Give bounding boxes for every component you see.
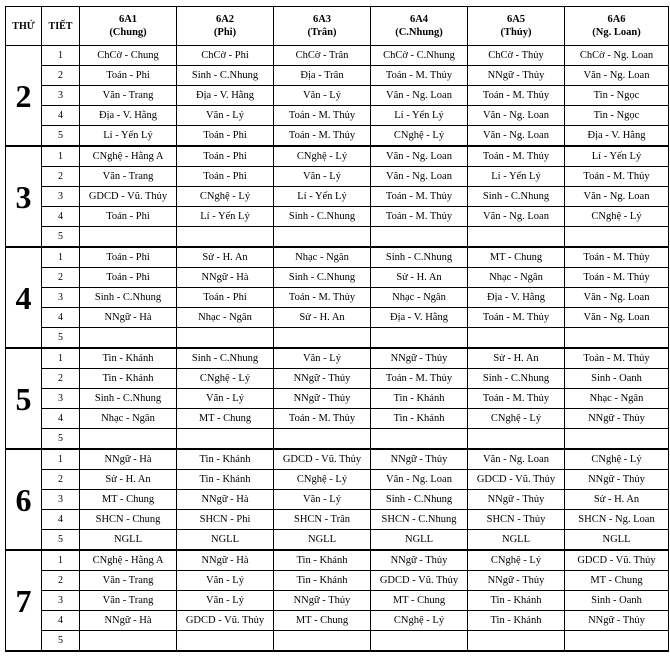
lesson-cell: Toán - M. Thủy [565,268,669,288]
lesson-cell: NGLL [468,530,565,551]
lesson-cell: Địa - V. Hằng [371,308,468,328]
lesson-cell: Văn - Lý [274,348,371,369]
lesson-cell: SHCN - C.Nhung [371,510,468,530]
table-row [6,470,669,490]
lesson-cell: Sinh - C.Nhung [371,247,468,268]
period-cell: 3 [42,288,80,308]
lesson-cell: Tin - Ngọc [565,106,669,126]
lesson-cell: Toán - M. Thủy [371,369,468,389]
table-row [6,631,669,652]
period-cell: 1 [42,46,80,66]
lesson-cell: Sử - H. An [80,470,177,490]
lesson-cell: Toán - M. Thủy [468,86,565,106]
lesson-cell: Văn - Lý [274,490,371,510]
table-row [6,550,669,571]
lesson-cell: NGLL [371,530,468,551]
lesson-cell: GDCD - Vũ. Thủy [468,470,565,490]
lesson-cell: Văn - Ng. Loan [468,449,565,470]
table-row [6,389,669,409]
class-name: 6A2 [215,14,235,25]
lesson-cell: CNghệ - Lý [468,550,565,571]
lesson-cell: NNgữ - Thủy [371,550,468,571]
lesson-cell: GDCD - Vũ. Thủy [565,550,669,571]
lesson-cell: NNgữ - Thủy [371,449,468,470]
period-cell: 1 [42,146,80,167]
lesson-cell [274,227,371,248]
lesson-cell: Văn - Ng. Loan [371,470,468,490]
class-header [177,7,274,46]
lesson-cell: Toán - M. Thủy [468,389,565,409]
lesson-cell: Sinh - Oanh [565,591,669,611]
lesson-cell: Văn - Lý [177,591,274,611]
lesson-cell: NNgữ - Hà [177,550,274,571]
lesson-cell: Sinh - C.Nhung [468,187,565,207]
day-cell: 4 [6,247,42,348]
lesson-cell: Toán - M. Thủy [274,288,371,308]
period-column-header: TIẾT [42,7,80,46]
lesson-cell: Văn - Ng. Loan [565,308,669,328]
period-cell: 2 [42,268,80,288]
day-cell: 3 [6,146,42,247]
lesson-cell: Tin - Khánh [274,571,371,591]
lesson-cell: MT - Chung [274,611,371,631]
lesson-cell: Sinh - C.Nhung [274,268,371,288]
table-row [6,86,669,106]
lesson-cell: NGLL [177,530,274,551]
lesson-cell: Tin - Khánh [177,470,274,490]
table-row [6,328,669,349]
lesson-cell: CNghệ - Lý [177,369,274,389]
timetable [5,6,669,652]
table-row [6,510,669,530]
class-teacher: (C.Nhung) [395,27,443,38]
lesson-cell: CNghệ - Lý [274,146,371,167]
period-cell: 4 [42,308,80,328]
lesson-cell: SHCN - Phi [177,510,274,530]
table-row [6,247,669,268]
lesson-cell: NGLL [565,530,669,551]
lesson-cell: Toán - M. Thủy [371,66,468,86]
lesson-cell: Sử - H. An [177,247,274,268]
lesson-cell: Địa - Trân [274,66,371,86]
lesson-cell: Toán - M. Thủy [565,167,669,187]
lesson-cell: NNgữ - Hà [80,308,177,328]
class-teacher: (Phi) [213,27,237,38]
table-row [6,449,669,470]
lesson-cell: Lí - Yến Lý [274,187,371,207]
lesson-cell: MT - Chung [468,247,565,268]
lesson-cell: Toán - Phi [80,207,177,227]
lesson-cell [468,429,565,450]
table-row [6,66,669,86]
lesson-cell: Toán - Phi [80,66,177,86]
class-teacher: (Chung) [109,27,147,38]
lesson-cell: Tin - Khánh [371,409,468,429]
table-row [6,308,669,328]
lesson-cell: Lí - Yến Lý [565,146,669,167]
lesson-cell: Sử - H. An [468,348,565,369]
lesson-cell [80,227,177,248]
class-name: 6A3 [312,14,332,25]
table-row [6,187,669,207]
day-column-header: THỨ [6,7,42,46]
lesson-cell: CNghệ - Lý [371,126,468,147]
lesson-cell: CNghệ - Lý [371,611,468,631]
lesson-cell: Nhạc - Ngân [565,389,669,409]
period-cell: 5 [42,429,80,450]
class-name: 6A6 [607,14,626,25]
lesson-cell: Toán - Phi [80,268,177,288]
lesson-cell: Sinh - C.Nhung [177,348,274,369]
lesson-cell: Văn - Ng. Loan [371,146,468,167]
period-cell: 4 [42,207,80,227]
lesson-cell: Lí - Yến Lý [177,207,274,227]
lesson-cell: Toán - Phi [177,167,274,187]
lesson-cell: Nhạc - Ngân [274,247,371,268]
table-row [6,207,669,227]
lesson-cell: GDCD - Vũ. Thủy [274,449,371,470]
table-row [6,429,669,450]
table-row [6,369,669,389]
lesson-cell [177,631,274,652]
lesson-cell: GDCD - Vũ. Thủy [371,571,468,591]
lesson-cell [80,429,177,450]
period-cell: 2 [42,470,80,490]
lesson-cell: Địa - V. Hằng [565,126,669,147]
lesson-cell: NNgữ - Thủy [274,389,371,409]
lesson-cell: Văn - Ng. Loan [565,66,669,86]
lesson-cell: Toán - M. Thủy [371,207,468,227]
lesson-cell: Tin - Khánh [468,591,565,611]
class-name: 6A5 [506,14,526,25]
lesson-cell: MT - Chung [177,409,274,429]
lesson-cell: Sử - H. An [274,308,371,328]
lesson-cell: Văn - Lý [177,389,274,409]
lesson-cell: GDCD - Vũ. Thủy [80,187,177,207]
lesson-cell: Tin - Khánh [468,611,565,631]
period-cell: 5 [42,227,80,248]
lesson-cell: Địa - V. Hằng [177,86,274,106]
period-cell: 5 [42,631,80,652]
lesson-cell [565,631,669,652]
period-cell: 4 [42,106,80,126]
lesson-cell: Văn - Trang [80,571,177,591]
lesson-cell: Tin - Ngọc [565,86,669,106]
lesson-cell [274,328,371,349]
lesson-cell: Tin - Khánh [80,348,177,369]
lesson-cell: NNgữ - Thủy [468,490,565,510]
period-cell: 1 [42,550,80,571]
day-cell: 7 [6,550,42,651]
lesson-cell: Toán - M. Thủy [468,146,565,167]
lesson-cell: Toán - M. Thủy [274,409,371,429]
lesson-cell: Văn - Trang [80,591,177,611]
table-row [6,409,669,429]
lesson-cell: Nhạc - Ngân [468,268,565,288]
table-row [6,288,669,308]
lesson-cell: SHCN - Thủy [468,510,565,530]
lesson-cell: CNghệ - Lý [565,207,669,227]
lesson-cell: Văn - Lý [177,571,274,591]
class-header [80,7,177,46]
header-row [6,7,669,46]
lesson-cell [565,429,669,450]
class-teacher: (Trân) [307,27,337,38]
table-row [6,530,669,551]
lesson-cell: CNghệ - Lý [274,470,371,490]
period-cell: 3 [42,187,80,207]
class-header [468,7,565,46]
lesson-cell [80,328,177,349]
lesson-cell: Tin - Khánh [177,449,274,470]
table-row [6,268,669,288]
lesson-cell: MT - Chung [80,490,177,510]
period-cell: 2 [42,571,80,591]
period-cell: 2 [42,167,80,187]
lesson-cell: Sinh - C.Nhung [274,207,371,227]
lesson-cell: Văn - Ng. Loan [468,126,565,147]
period-cell: 2 [42,66,80,86]
lesson-cell: Sinh - Oanh [565,369,669,389]
period-cell: 3 [42,490,80,510]
lesson-cell: GDCD - Vũ. Thủy [177,611,274,631]
table-row [6,146,669,167]
lesson-cell: ChCờ - Ng. Loan [565,46,669,66]
lesson-cell: Toán - M. Thủy [565,247,669,268]
table-row [6,611,669,631]
lesson-cell: Lí - Yến Lý [80,126,177,147]
lesson-cell: NNgữ - Thủy [468,66,565,86]
lesson-cell: NNgữ - Thủy [468,571,565,591]
class-teacher: (Thủy) [500,27,532,38]
lesson-cell: Sử - H. An [371,268,468,288]
table-row [6,106,669,126]
lesson-cell: NNgữ - Hà [177,268,274,288]
lesson-cell: NNgữ - Thủy [565,470,669,490]
table-row [6,591,669,611]
lesson-cell: Toán - Phi [177,126,274,147]
lesson-cell [565,328,669,349]
lesson-cell: ChCờ - Phi [177,46,274,66]
lesson-cell: Toán - M. Thủy [274,126,371,147]
lesson-cell [468,328,565,349]
lesson-cell [371,227,468,248]
lesson-cell: Sinh - C.Nhung [80,389,177,409]
lesson-cell: CNghệ - Hằng A [80,550,177,571]
lesson-cell [274,631,371,652]
class-name: 6A1 [118,14,138,25]
lesson-cell: NGLL [274,530,371,551]
table-row [6,46,669,66]
lesson-cell: ChCờ - C.Nhung [371,46,468,66]
table-row [6,348,669,369]
lesson-cell [371,631,468,652]
lesson-cell: Văn - Ng. Loan [565,187,669,207]
lesson-cell: Văn - Ng. Loan [371,167,468,187]
lesson-cell: Văn - Lý [177,106,274,126]
lesson-cell: Văn - Ng. Loan [468,106,565,126]
lesson-cell: CNghệ - Lý [565,449,669,470]
class-header [371,7,468,46]
lesson-cell: Nhạc - Ngân [371,288,468,308]
lesson-cell [177,429,274,450]
lesson-cell: Lí - Yến Lý [468,167,565,187]
lesson-cell: Văn - Lý [274,86,371,106]
table-row [6,126,669,147]
day-cell: 5 [6,348,42,449]
period-cell: 2 [42,369,80,389]
table-row [6,571,669,591]
class-header [274,7,371,46]
lesson-cell: MT - Chung [371,591,468,611]
lesson-cell: NNgữ - Thủy [274,591,371,611]
lesson-cell: NNgữ - Thủy [274,369,371,389]
period-cell: 5 [42,126,80,147]
day-cell: 6 [6,449,42,550]
lesson-cell [468,631,565,652]
period-cell: 5 [42,328,80,349]
lesson-cell: Văn - Ng. Loan [468,207,565,227]
lesson-cell: SHCN - Trân [274,510,371,530]
lesson-cell: Toán - M. Thủy [371,187,468,207]
lesson-cell: Tin - Khánh [274,550,371,571]
lesson-cell: ChCờ - Thủy [468,46,565,66]
lesson-cell: Sinh - C.Nhung [80,288,177,308]
lesson-cell: Tin - Khánh [80,369,177,389]
lesson-cell: Toán - M. Thủy [565,348,669,369]
lesson-cell: MT - Chung [565,571,669,591]
lesson-cell: Sinh - C.Nhung [177,66,274,86]
period-cell: 4 [42,611,80,631]
lesson-cell: Văn - Ng. Loan [371,86,468,106]
lesson-cell: NNgữ - Hà [80,449,177,470]
lesson-cell [371,429,468,450]
lesson-cell: Địa - V. Hằng [80,106,177,126]
lesson-cell [177,227,274,248]
lesson-cell: Tin - Khánh [371,389,468,409]
lesson-cell: Lí - Yến Lý [371,106,468,126]
lesson-cell: Văn - Ng. Loan [565,288,669,308]
lesson-cell: Địa - V. Hằng [468,288,565,308]
lesson-cell: Sinh - C.Nhung [468,369,565,389]
period-cell: 3 [42,389,80,409]
lesson-cell [565,227,669,248]
lesson-cell: ChCờ - Chung [80,46,177,66]
lesson-cell: Văn - Lý [274,167,371,187]
lesson-cell [177,328,274,349]
period-cell: 3 [42,86,80,106]
day-cell: 2 [6,46,42,147]
class-header [565,7,669,46]
timetable-body [6,46,669,652]
lesson-cell: Sinh - C.Nhung [371,490,468,510]
lesson-cell: Văn - Trang [80,86,177,106]
period-cell: 1 [42,247,80,268]
lesson-cell: SHCN - Chung [80,510,177,530]
period-cell: 1 [42,348,80,369]
lesson-cell: ChCờ - Trân [274,46,371,66]
lesson-cell [371,328,468,349]
lesson-cell: NGLL [80,530,177,551]
lesson-cell: Văn - Trang [80,167,177,187]
lesson-cell [274,429,371,450]
class-name: 6A4 [409,14,429,25]
period-cell: 4 [42,510,80,530]
table-row [6,227,669,248]
lesson-cell: Toán - Phi [177,146,274,167]
lesson-cell: Toán - Phi [80,247,177,268]
table-row [6,167,669,187]
class-teacher: (Ng. Loan) [592,27,641,38]
lesson-cell: NNgữ - Hà [80,611,177,631]
period-cell: 1 [42,449,80,470]
lesson-cell: Sử - H. An [565,490,669,510]
period-cell: 3 [42,591,80,611]
lesson-cell: Toán - M. Thủy [274,106,371,126]
table-row [6,490,669,510]
lesson-cell: NNgữ - Thủy [565,409,669,429]
lesson-cell: NNgữ - Hà [177,490,274,510]
lesson-cell: Toán - Phi [177,288,274,308]
lesson-cell: CNghệ - Lý [177,187,274,207]
period-cell: 5 [42,530,80,551]
lesson-cell: CNghệ - Lý [468,409,565,429]
lesson-cell: CNghệ - Hằng A [80,146,177,167]
lesson-cell: Nhạc - Ngân [80,409,177,429]
lesson-cell: NNgữ - Thủy [565,611,669,631]
lesson-cell [80,631,177,652]
lesson-cell: SHCN - Ng. Loan [565,510,669,530]
lesson-cell: Toán - M. Thủy [468,308,565,328]
lesson-cell: NNgữ - Thủy [371,348,468,369]
period-cell: 4 [42,409,80,429]
lesson-cell [468,227,565,248]
lesson-cell: Nhạc - Ngân [177,308,274,328]
